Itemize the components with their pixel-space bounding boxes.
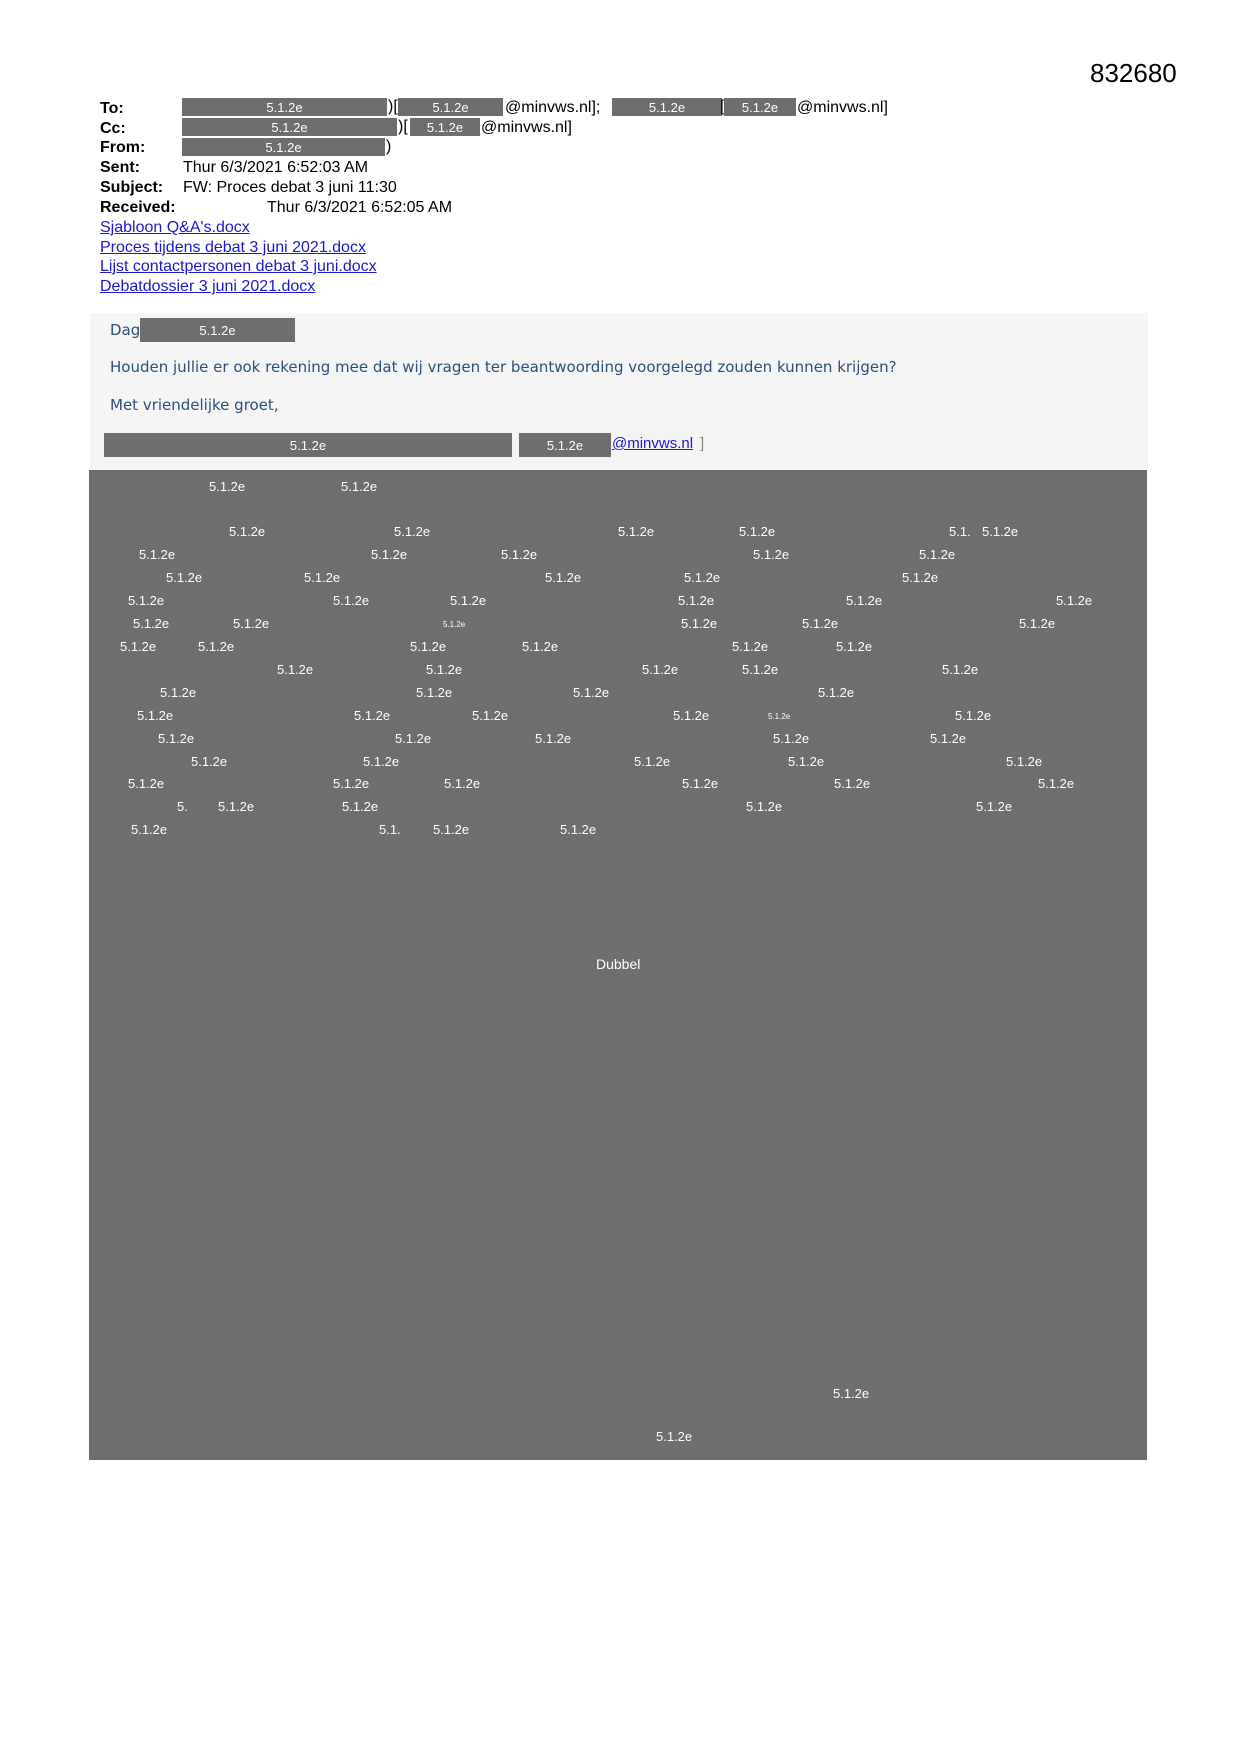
signature-bracket: ] [700, 435, 705, 452]
redaction-code: 5.1.2e [128, 776, 165, 791]
redaction-code: 5.1.2e [802, 616, 839, 631]
cc-bracket: )[ [398, 118, 408, 135]
from-label: From: [100, 139, 146, 156]
redaction-code: 5.1.2e [137, 708, 174, 723]
redaction-code: 5.1.2e [902, 570, 939, 585]
sent-value: Thur 6/3/2021 6:52:03 AM [183, 159, 369, 176]
to-bracket-2: [ [720, 98, 725, 115]
attachment-link-3[interactable]: Lijst contactpersonen debat 3 juni.docx [100, 258, 377, 275]
document-id: 832680 [1090, 58, 1177, 88]
dubbel-label: Dubbel [596, 956, 641, 972]
attachment-link-1[interactable]: Sjabloon Q&A's.docx [100, 219, 250, 236]
redaction-code: 5.1.2e [618, 524, 655, 539]
redaction-code-partial: 5.1. [949, 524, 971, 539]
redaction-code: 5.1.2e [642, 662, 679, 677]
redaction-code: 5.1.2e [191, 754, 228, 769]
redaction-code: 5.1.2e [139, 547, 176, 562]
redaction-from-name: 5.1.2e [182, 138, 385, 156]
to-label: To: [100, 100, 124, 117]
redaction-code: 5.1.2e [416, 685, 453, 700]
redaction-code: 5.1.2e [410, 639, 447, 654]
redaction-greeting-name: 5.1.2e [140, 318, 295, 342]
redaction-code-small: 5.1.2e [443, 620, 466, 629]
redaction-code: 5.1.2e [394, 524, 431, 539]
redaction-code: 5.1.2e [501, 547, 538, 562]
cc-label: Cc: [100, 120, 126, 137]
question-text: Houden jullie er ook rekening mee dat wij vragen ter beantwoording voorgelegd zouden kunnen krijgen? [110, 358, 897, 376]
redaction-code: 5.1.2e [634, 754, 671, 769]
redaction-code: 5.1.2e [450, 593, 487, 608]
redaction-code: 5.1.2e [304, 570, 341, 585]
redaction-code: 5.1.2e [444, 776, 481, 791]
redaction-code: 5.1.2e [682, 776, 719, 791]
redaction-code: 5.1.2e [955, 708, 992, 723]
redaction-code: 5.1.2e [363, 754, 400, 769]
redaction-cc-email: 5.1.2e [410, 118, 480, 136]
redaction-code: 5.1.2e [846, 593, 883, 608]
redaction-code: 5.1.2e [673, 708, 710, 723]
redaction-code: 5.1.2e [746, 799, 783, 814]
redaction-code: 5.1.2e [681, 616, 718, 631]
redaction-code-partial: 5.1. [379, 822, 401, 837]
redaction-code: 5.1.2e [426, 662, 463, 677]
redaction-code: 5.1.2e [535, 731, 572, 746]
redaction-code: 5.1.2e [560, 822, 597, 837]
redaction-code: 5.1.2e [371, 547, 408, 562]
redaction-code: 5.1.2e [209, 479, 246, 494]
to-domain-2: @minvws.nl] [797, 99, 888, 116]
redaction-to-name-2: 5.1.2e [612, 98, 722, 116]
attachment-link-2[interactable]: Proces tijdens debat 3 juni 2021.docx [100, 239, 366, 256]
redaction-code: 5.1.2e [160, 685, 197, 700]
redaction-code: 5.1.2e [573, 685, 610, 700]
redaction-code: 5.1.2e [166, 570, 203, 585]
redaction-code: 5.1.2e [732, 639, 769, 654]
to-bracket: )[ [388, 98, 398, 115]
cc-domain: @minvws.nl] [481, 119, 572, 136]
sent-label: Sent: [100, 159, 140, 176]
redaction-code: 5.1.2e [942, 662, 979, 677]
redaction-code: 5.1.2e [277, 662, 314, 677]
redaction-code: 5.1.2e [198, 639, 235, 654]
redaction-code: 5.1.2e [678, 593, 715, 608]
redaction-code: 5.1.2e [1006, 754, 1043, 769]
redaction-code-small: 5.1.2e [768, 712, 791, 721]
redaction-code: 5.1.2e [976, 799, 1013, 814]
redaction-code-partial: 5. [177, 799, 188, 814]
attachment-link-4[interactable]: Debatdossier 3 juni 2021.docx [100, 278, 316, 295]
redaction-cc-name: 5.1.2e [182, 118, 397, 136]
redaction-code: 5.1.2e [788, 754, 825, 769]
to-domain-1: @minvws.nl]; [505, 99, 601, 116]
subject-value: FW: Proces debat 3 juni 11:30 [183, 179, 397, 196]
received-value: Thur 6/3/2021 6:52:05 AM [267, 199, 453, 216]
from-bracket: ) [386, 138, 392, 155]
redaction-signature-email: 5.1.2e [519, 433, 611, 457]
redaction-code: 5.1.2e [684, 570, 721, 585]
redaction-code: 5.1.2e [333, 776, 370, 791]
signature-email-domain[interactable]: @minvws.nl [612, 435, 694, 452]
redaction-to-email-1: 5.1.2e [398, 98, 503, 116]
redaction-code: 5.1.2e [354, 708, 391, 723]
redaction-to-name-1: 5.1.2e [182, 98, 387, 116]
redaction-code: 5.1.2e [128, 593, 165, 608]
redaction-code: 5.1.2e [133, 616, 170, 631]
redaction-code: 5.1.2e [433, 822, 470, 837]
redaction-code: 5.1.2e [218, 799, 255, 814]
redaction-code: 5.1.2e [930, 731, 967, 746]
subject-label: Subject: [100, 179, 164, 196]
redaction-code: 5.1.2e [342, 799, 379, 814]
redaction-code: 5.1.2e [229, 524, 266, 539]
redaction-code: 5.1.2e [233, 616, 270, 631]
redaction-code: 5.1.2e [1038, 776, 1075, 791]
redaction-code: 5.1.2e [739, 524, 776, 539]
closing-text: Met vriendelijke groet, [110, 396, 279, 414]
redaction-code: 5.1.2e [158, 731, 195, 746]
redaction-code: 5.1.2e [919, 547, 956, 562]
received-label: Received: [100, 199, 176, 216]
redaction-code: 5.1.2e [1056, 593, 1093, 608]
redaction-code: 5.1.2e [341, 479, 378, 494]
redaction-to-email-2: 5.1.2e [724, 98, 796, 116]
redaction-code: 5.1.2e [395, 731, 432, 746]
redaction-code: 5.1.2e [545, 570, 582, 585]
redaction-code: 5.1.2e [472, 708, 509, 723]
redaction-code: 5.1.2e [120, 639, 157, 654]
redaction-signature-name: 5.1.2e [104, 433, 512, 457]
redaction-code: 5.1.2e [742, 662, 779, 677]
redaction-code: 5.1.2e [1019, 616, 1056, 631]
redaction-code: 5.1.2e [982, 524, 1019, 539]
redaction-code: 5.1.2e [773, 731, 810, 746]
redaction-code: 5.1.2e [333, 593, 370, 608]
redaction-code: 5.1.2e [753, 547, 790, 562]
redaction-code: 5.1.2e [818, 685, 855, 700]
redaction-code: 5.1.2e [522, 639, 559, 654]
greeting: Dag [110, 321, 141, 339]
redaction-code: 5.1.2e [131, 822, 168, 837]
redaction-code: 5.1.2e [836, 639, 873, 654]
redaction-code: 5.1.2e [833, 1386, 870, 1401]
redaction-code: 5.1.2e [656, 1429, 693, 1444]
redaction-code: 5.1.2e [834, 776, 871, 791]
